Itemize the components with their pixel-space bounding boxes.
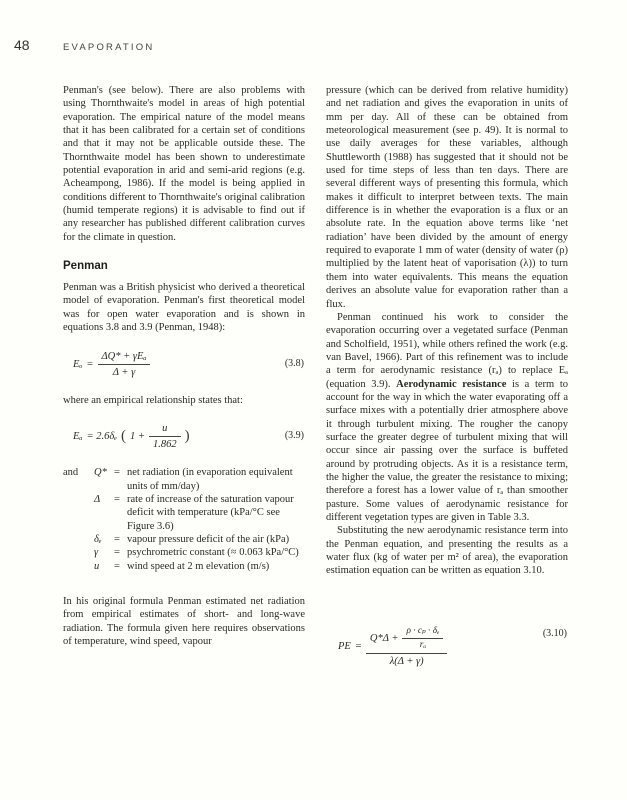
definition-symbol: Q*	[94, 467, 107, 479]
equals-sign: =	[86, 358, 94, 370]
paragraph-aerodynamic-resistance	[326, 311, 568, 525]
definition-row	[94, 466, 305, 493]
nested-fraction-numerator: ρ · cₚ · δₑ	[406, 625, 440, 636]
text-columns	[63, 84, 568, 668]
equation-lhs: PE	[338, 641, 351, 653]
definition-row	[94, 533, 305, 546]
equation-3-9	[73, 422, 305, 451]
equals-sign: =	[114, 560, 120, 572]
equals-sign: =	[114, 547, 120, 559]
running-head: EVAPORATION	[63, 42, 155, 53]
paragraph-substituting: Substituting the new aerodynamic resistance term into the Penman equation, and presenting the results as a water flux (kg of water per m² of area), the evaporation estimation equation can be written as equation 3.10.	[326, 525, 568, 577]
paragraph-text: Penman continued his work to consider the evaporation occurring over a vegetated surface (Penman and Scholfield, 1951), while others refined the work (e.g. van Bavel, 1966). Part of this refinement was to include a term for aerodynamic resistance (rₐ) to replace Eₐ (equation 3.9).	[326, 311, 568, 390]
section-heading-penman: Penman	[63, 260, 108, 273]
equals-sign: =	[114, 467, 120, 479]
numerator-row	[370, 626, 444, 652]
column-right	[326, 84, 568, 668]
equation-3-8	[73, 350, 305, 379]
paragraph-penman-intro: Penman was a British physicist who derived a theoretical model of evaporation. Penman's first theoretical model was for open water evaporation and is shown in equations 3.8 and 3.9 (Penman, 1948):	[63, 282, 305, 334]
definition-row	[94, 493, 305, 533]
definition-text: wind speed at 2 m elevation (m/s)	[127, 560, 270, 572]
equals-sign: =	[114, 494, 120, 506]
open-paren: (	[120, 428, 126, 445]
definition-symbol: u	[94, 560, 100, 572]
equation-lhs: Eₒ	[73, 358, 83, 370]
nested-fraction	[402, 626, 443, 652]
numerator-term: Q*Δ +	[369, 633, 399, 645]
fraction	[98, 350, 151, 379]
equation-number: (3.9)	[284, 430, 304, 442]
equation-number: (3.10)	[542, 627, 567, 639]
definition-text: vapour pressure deficit of the air (kPa)	[127, 534, 290, 546]
fraction-numerator: u	[162, 423, 168, 435]
equation-3-10	[338, 626, 568, 668]
paragraph-text: is a term to account for the way in which the water evaporating off a surface mixes with a potentially drier atmosphere above it through turbulent mixing. The rougher the canopy surface the greater degree of turbulent mixing that will occur since air passing over the surface is buffeted around by protruding objects. As it is a resistance term, the higher the value, the greater the resistance to mixing; therefore a forest has a lower value of rₐ than smoother pasture. Some values of aerodynamic resistance for different vegetation types are given in Table 3.3.	[326, 378, 568, 523]
fraction-denominator: λ(Δ + γ)	[366, 653, 448, 668]
paragraph-formula-discussion: pressure (which can be derived from relative humidity) and net radiation and gives the evaporation in units of mm per day. All of these can be obtained from meteorological measurement (see p. 49). It is normal to use daily averages for these variables, although Shuttleworth (1988) has suggested that it should not be used for time steps of less than ten days. There are several different ways of presenting this formula, which makes it difficult to interpret between texts. The main difference is in whether the evaporation is a flux or an absolute rate. In the equation above terms like ‘net radiation’ have been divided by the amount of energy required to evaporate 1 mm of water (density of water (ρ) multiplied by the latent heat of vaporisation (λ)) to turn them into water equivalents. This means the equation derives an absolute value for evaporation rather than a flux.	[326, 85, 568, 310]
definition-row	[94, 546, 305, 559]
fraction	[149, 422, 181, 451]
symbol-definitions	[63, 466, 305, 573]
equation-number: (3.8)	[284, 357, 304, 369]
equation-lhs: Eₐ	[73, 431, 83, 443]
equals-sign: =	[114, 534, 120, 546]
paragraph-where-clause: where an empirical relationship states that:	[63, 394, 243, 406]
definition-symbol: δₑ	[94, 534, 102, 546]
definition-row	[94, 560, 305, 573]
fraction-denominator: Δ + γ	[98, 364, 151, 379]
definition-text: net radiation (in evaporation equivalent units of mm/day)	[127, 467, 293, 492]
definition-symbol: γ	[94, 547, 99, 559]
nested-fraction-denominator: rₐ	[402, 638, 443, 652]
and-label: and	[63, 467, 79, 479]
column-left	[63, 84, 305, 668]
fraction-numerator	[366, 626, 448, 653]
paragraph-thornthwaite-problems: Penman's (see below). There are also problems with using Thornthwaite's model in areas of high potential evaporation. The empirical nature of the model means that it has been calibrated for a certain set of conditions and that it may not be applicable outside these. The Thornthwaite model has been shown to underestimate potential evaporation in arid and semi-arid regions (e.g. Acheampong, 1986). If the model is being applied in conditions different to Thornthwaite's original calibration (humid temperate regions) it is advisable to find out if any researcher has published different calibration curves for the climate in question.	[63, 85, 305, 243]
fraction	[366, 626, 448, 668]
paragraph-original-formula: In his original formula Penman estimated net radiation from empirical estimates of short- and long-wave radiation. The formula given here requires observations of temperature, wind speed, vapour	[63, 596, 305, 648]
fraction-denominator: 1.862	[149, 436, 181, 451]
page-number: 48	[14, 37, 30, 53]
close-paren: )	[184, 428, 190, 445]
equation-middle: = 2.6δₑ	[86, 431, 117, 443]
equation-body	[338, 626, 447, 668]
equals-sign: =	[354, 641, 362, 653]
equation-inner-term: 1 +	[129, 431, 145, 443]
bold-term-aerodynamic-resistance: Aerodynamic resistance	[396, 378, 507, 390]
definition-text: rate of increase of the saturation vapour deficit with temperature (kPa/°C see Figure 3.6)	[127, 494, 294, 532]
definition-text: psychrometric constant (≈ 0.063 kPa/°C)	[127, 547, 299, 559]
fraction-numerator: ΔQ* + γEₐ	[101, 350, 147, 362]
equation-body	[73, 422, 190, 451]
definition-symbol: Δ	[94, 494, 101, 506]
equation-body	[73, 350, 150, 379]
